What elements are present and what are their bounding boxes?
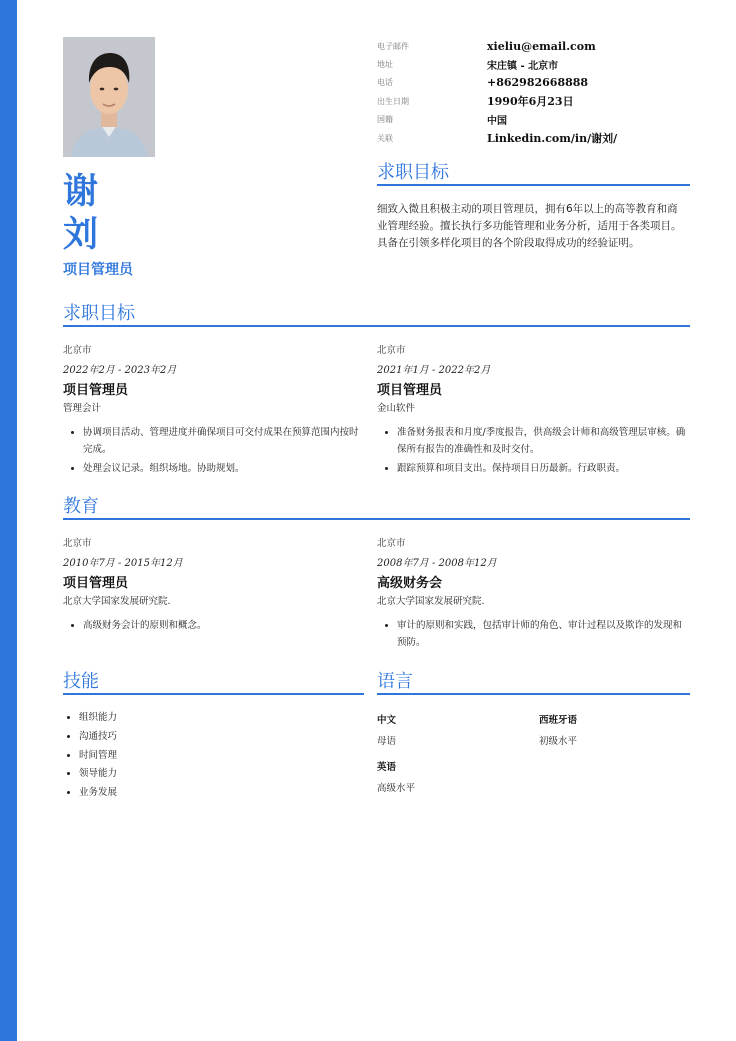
entry-bullets	[377, 424, 690, 477]
skill-item: • 时间管理	[79, 747, 117, 766]
experience-entry	[63, 342, 363, 479]
languages-heading: 语言	[377, 671, 413, 692]
skill-item: • 组织能力	[79, 709, 117, 728]
entry-organization: 金山软件	[377, 403, 416, 414]
entry-organization: 北京大学国家发展研究院.	[377, 596, 485, 607]
contact-row-email	[377, 37, 691, 55]
name-second-char: 刘	[63, 215, 99, 255]
phone-value: +862982668888	[487, 76, 589, 90]
objective-summary: 细致入微且积极主动的项目管理员，拥有6年以上的高等教育和商业管理经验。擅长执行多功能管理和业务分析，适用于各类项目。具备在引领多样化项目的各个阶段取得成功的经验证明。	[377, 203, 682, 249]
contact-label: 电话	[377, 78, 393, 88]
language-name: 西班牙语	[539, 715, 578, 726]
entry-title: 高级财务会	[377, 576, 443, 591]
entry-city: 北京市	[63, 538, 92, 549]
entry-bullets	[63, 617, 363, 634]
language-item	[377, 759, 517, 794]
objective-heading: 求职目标	[377, 162, 449, 183]
bullet-item: • 审计的原则和实践，包括审计师的角色、审计过程以及欺诈的发现和预防。	[397, 617, 690, 651]
skills-heading: 技能	[63, 671, 99, 692]
contact-row-address	[377, 55, 691, 73]
contact-label: 国籍	[377, 115, 393, 125]
bullet-item: • 准备财务报表和月度/季度报告，供高级会计师和高级管理层审核。确保所有报告的准确性和及时交付。	[397, 424, 690, 458]
bullet-item: • 协调项目活动、管理进度并确保项目可交付成果在预算范围内按时完成。	[83, 424, 363, 458]
contact-row-birthdate	[377, 92, 691, 110]
section-divider	[63, 518, 690, 520]
language-name: 中文	[377, 715, 397, 726]
contact-label: 出生日期	[377, 96, 409, 106]
section-divider	[377, 693, 690, 695]
entry-date: 2021年1月 - 2022年2月	[377, 365, 491, 376]
education-entry	[377, 535, 690, 653]
entry-bullets	[377, 617, 690, 651]
entry-city: 北京市	[377, 345, 406, 356]
contact-label: 关联	[377, 133, 393, 143]
bullet-item: • 高级财务会计的原则和概念。	[83, 617, 363, 634]
entry-organization: 北京大学国家发展研究院.	[63, 596, 171, 607]
language-item	[539, 712, 679, 747]
entry-date: 2022年2月 - 2023年2月	[63, 365, 177, 376]
entry-city: 北京市	[63, 345, 92, 356]
profile-photo	[63, 37, 155, 157]
skill-item: • 业务发展	[79, 784, 117, 803]
linkedin-link[interactable]: Linkedin.com/in/谢刘/	[487, 132, 618, 146]
language-level: 初级水平	[539, 736, 578, 747]
nationality-value: 中国	[487, 116, 507, 128]
education-entry	[63, 535, 363, 636]
language-item	[377, 712, 517, 747]
name-first-char: 谢	[63, 172, 99, 212]
skill-item: • 领导能力	[79, 765, 117, 784]
job-title: 项目管理员	[63, 262, 133, 278]
contact-label: 地址	[377, 60, 393, 70]
language-name: 英语	[377, 762, 397, 773]
skill-item: • 沟通技巧	[79, 728, 117, 747]
entry-organization: 管理会计	[63, 403, 102, 414]
left-accent-bar	[0, 0, 17, 1041]
email-value[interactable]: xieliu@email.com	[487, 39, 596, 53]
section-divider	[377, 184, 690, 186]
contact-row-linkedin	[377, 129, 691, 147]
skills-list	[63, 709, 117, 803]
contact-info	[377, 37, 691, 147]
language-level: 母语	[377, 736, 397, 747]
contact-row-nationality	[377, 111, 691, 129]
experience-heading: 求职目标	[63, 303, 135, 324]
entry-date: 2008年7月 - 2008年12月	[377, 558, 497, 569]
section-divider	[63, 693, 364, 695]
entry-bullets	[63, 424, 363, 477]
contact-row-phone	[377, 74, 691, 92]
birthdate-value: 1990年6月23日	[487, 95, 574, 109]
bullet-item: • 跟踪预算和项目支出。保持项目日历最新。行政职责。	[397, 460, 690, 477]
entry-date: 2010年7月 - 2015年12月	[63, 558, 183, 569]
language-level: 高级水平	[377, 783, 416, 794]
entry-title: 项目管理员	[377, 383, 443, 398]
entry-title: 项目管理员	[63, 383, 129, 398]
entry-city: 北京市	[377, 538, 406, 549]
entry-title: 项目管理员	[63, 576, 129, 591]
education-heading: 教育	[63, 496, 99, 517]
section-divider	[63, 325, 690, 327]
experience-entry	[377, 342, 690, 479]
address-value: 宋庄镇 - 北京市	[487, 61, 559, 73]
contact-label: 电子邮件	[377, 41, 409, 51]
bullet-item: • 处理会议记录。组织场地。协助规划。	[83, 460, 363, 477]
